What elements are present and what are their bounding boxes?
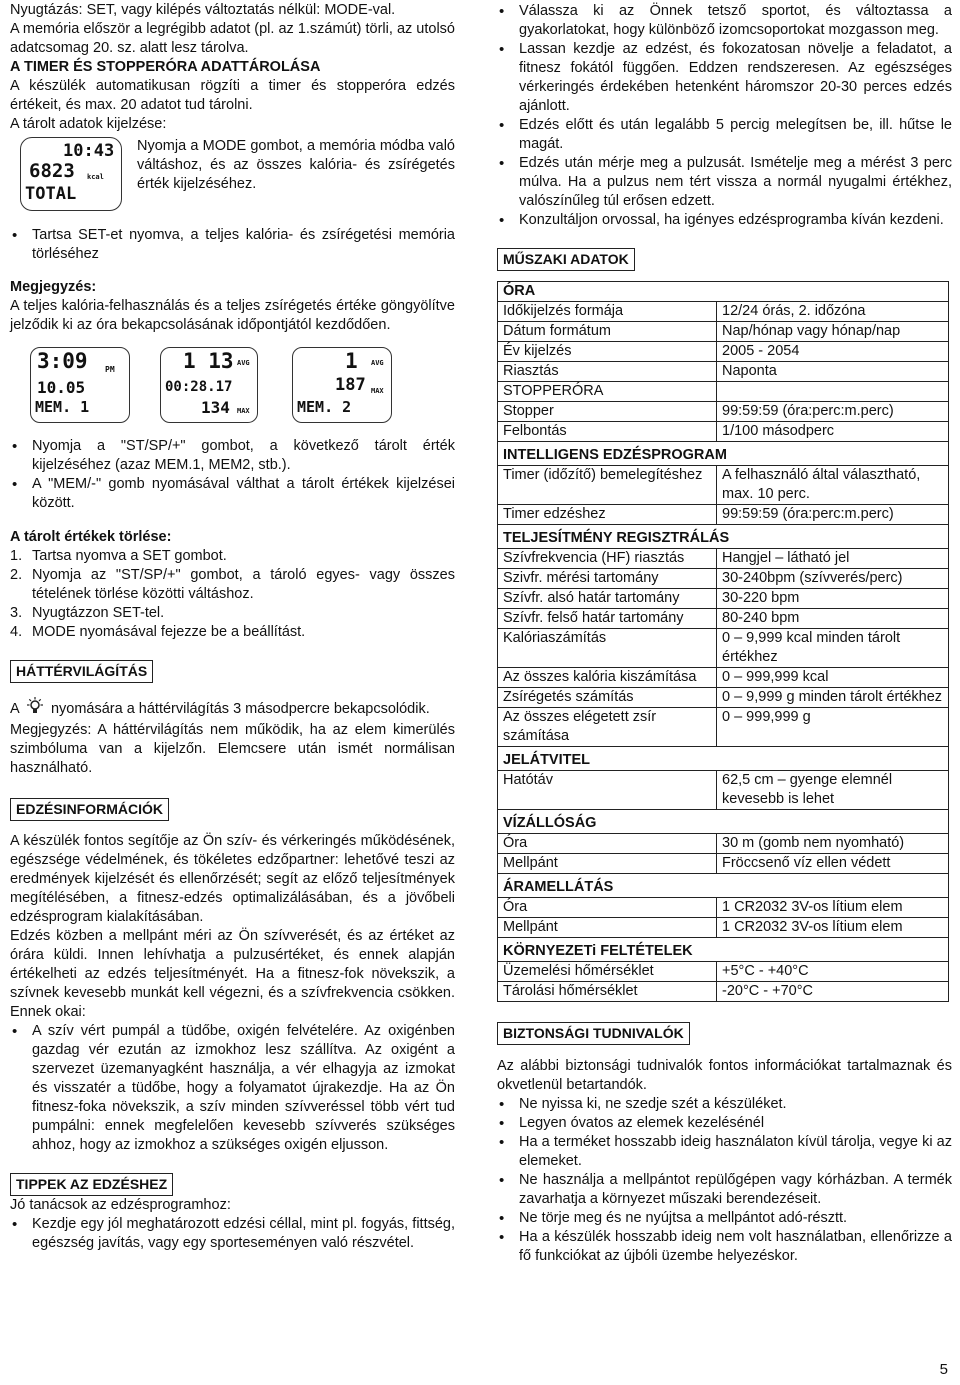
spec-label-cell: Timer (időzítő) bemelegítéshez — [498, 466, 717, 505]
spec-section-title: VÍZÁLLÓSÁG — [498, 810, 949, 834]
lcd-line: MEM. 2 — [297, 398, 352, 416]
list-item: • Ha a terméket hosszabb ideig használaton kívül tárolja, vegye ki az elemeket. — [497, 1133, 952, 1171]
table-row — [498, 708, 949, 747]
list-item: • A "MEM/-" gomb nyomásával válthat a tárolt értékek kijelzései között. — [10, 475, 455, 513]
step-number: 4. — [10, 624, 23, 640]
spec-section-row — [498, 874, 949, 898]
lcd-line: 1 13 — [183, 349, 234, 373]
table-row — [498, 505, 949, 525]
spec-value-cell: Hangjel – látható jel — [717, 549, 949, 569]
spec-value-cell: 1/100 másodperc — [717, 422, 949, 442]
spec-section-row — [498, 282, 949, 302]
table-row — [498, 918, 949, 938]
spec-label-cell: Szívfr. alsó határ tartomány — [498, 589, 717, 609]
spec-label-cell: Dátum formátum — [498, 322, 717, 342]
set-bullet-list — [10, 226, 455, 264]
list-item: • Konzultáljon orvossal, ha igényes edzésprogramba kíván kezdeni. — [497, 211, 952, 230]
lcd-suffix: MAX — [237, 407, 250, 415]
safety-bullet-list — [497, 1095, 952, 1266]
spec-section-row — [498, 810, 949, 834]
memory-lcd-1 — [30, 347, 130, 423]
lcd-suffix: PM — [105, 365, 115, 374]
spec-label-cell: Timer edzéshez — [498, 505, 717, 525]
total-lcd-value: 6823 — [29, 160, 75, 182]
spec-label-cell: STOPPERÓRA — [498, 382, 717, 402]
list-item: • Ne nyissa ki, ne szedje szét a készüléket. — [497, 1095, 952, 1114]
spec-value-cell: 0 – 9,999 g minden tárolt értékhez — [717, 688, 949, 708]
table-row — [498, 854, 949, 874]
step-text: MODE nyomásával fejezze be a beállítást. — [32, 624, 306, 640]
spec-label-cell: Üzemelési hőmérséklet — [498, 962, 717, 982]
list-item: • Tartsa SET-et nyomva, a teljes kalória- és zsírégetési memória törléséhez — [10, 226, 455, 264]
safety-heading: BIZTONSÁGI TUDNIVALÓK — [497, 1022, 690, 1045]
spec-label-cell: Az összes elégetett zsír számítása — [498, 708, 717, 747]
table-row — [498, 771, 949, 810]
spec-value-cell — [717, 382, 949, 402]
spec-value-cell: 99:59:59 (óra:perc:m.perc) — [717, 505, 949, 525]
list-item: • Nyomja a "ST/SP/+" gombot, a következő tárolt érték kijelzéséhez (azaz MEM.1, MEM2, stb.). — [10, 437, 455, 475]
list-item: • Edzés előtt és után legalább 5 percig melegítsen be, ill. hűtse le magát. — [497, 116, 952, 154]
table-row — [498, 422, 949, 442]
table-row — [498, 342, 949, 362]
list-item: • Edzés után mérje meg a pulzusát. Ismételje meg a mérést 3 perc múlva. Ha a pulzus nem tért vissza a normál nyugalmi értékhez, valószínűleg túl erősen edzett. — [497, 154, 952, 211]
table-row — [498, 688, 949, 708]
spec-label-cell: Szívfr. felső határ tartomány — [498, 609, 717, 629]
spec-label-cell: Időkijelzés formája — [498, 302, 717, 322]
training-heading: EDZÉSINFORMÁCIÓK — [10, 798, 169, 821]
spec-label-cell: Riasztás — [498, 362, 717, 382]
memory-bullet-list — [10, 437, 455, 513]
total-lcd-label: TOTAL — [25, 184, 77, 204]
intro-line-2: A memória először a legrégibb adatot (pl. az 1.számút) törli, az utolsó adatcsomag 20. sz. alatt lesz tárolva. — [10, 21, 455, 56]
total-lcd-time: 10:43 — [63, 141, 115, 161]
table-row — [498, 589, 949, 609]
spec-section-row — [498, 442, 949, 466]
step-text: Nyugtázzon SET-tel. — [32, 605, 165, 621]
spec-label-cell: Az összes kalória kiszámítása — [498, 668, 717, 688]
step-text: Tartsa nyomva a SET gombot. — [32, 548, 227, 564]
lcd-line: 187 — [335, 375, 366, 395]
spec-value-cell: 80-240 bpm — [717, 609, 949, 629]
lcd-line: 10.05 — [37, 378, 86, 397]
page-number: 5 — [939, 1361, 948, 1378]
step-number: 2. — [10, 567, 23, 583]
table-row — [498, 362, 949, 382]
spec-value-cell: 1 CR2032 3V-os lítium elem — [717, 898, 949, 918]
table-row — [498, 609, 949, 629]
list-item: • Ne törje meg és ne nyújtsa a mellpántot adó-résztt. — [497, 1209, 952, 1228]
tips-heading: TIPPEK AZ EDZÉSHEZ — [10, 1173, 173, 1196]
tips-continued-list — [497, 2, 952, 230]
list-item: • Válassza ki az Önnek tetsző sportot, és változtassa a gyakorlatokat, hogy különböző izomcsoportokat mozgasson meg. — [497, 2, 952, 40]
list-item: • Kezdje egy jól meghatározott edzési céllal, mint pl. fogyás, fittség, egészség javítás, vagy egy sporteseményen való részvétel. — [10, 1215, 455, 1253]
tips-bullet-list — [10, 1215, 455, 1253]
table-row — [498, 629, 949, 668]
backlight-note: Megjegyzés: A háttérvilágítás nem működik, ha az elem kimerülés szimbóluma van a kijelzőn. Elemcsere után ismét normálisan használható. — [10, 722, 455, 776]
spec-label-cell: Mellpánt — [498, 854, 717, 874]
backlight-heading: HÁTTÉRVILÁGÍTÁS — [10, 660, 153, 683]
spec-label-cell: Felbontás — [498, 422, 717, 442]
step-text: Nyomja az "ST/SP/+" gombot, a tároló egyes- vagy összes tételének törlése közötti váltáshoz. — [32, 567, 455, 602]
table-row — [498, 466, 949, 505]
spec-value-cell: 62,5 cm – gyenge elemnél kevesebb is lehet — [717, 771, 949, 810]
spec-value-cell: -20°C - +70°C — [717, 982, 949, 1002]
step-number: 3. — [10, 605, 23, 621]
lcd-line: 1 — [345, 349, 358, 373]
spec-value-cell: 30-240bpm (szívverés/perc) — [717, 569, 949, 589]
delete-steps — [10, 547, 455, 642]
training-paragraph-1: A készülék fontos segítője az Ön szív- és vérkeringés működésének, egészsége védelmének, és tökéletes edzőpartner: lehetővé teszi az eredmények kijelzését és ellenőrzését; segít az előző teljesítmények megítélésében, a fitnesz-edzés optimalizálásában, és a jövőbeli edzésprogram kialakításában. — [10, 833, 455, 925]
training-paragraph-2: Edzés közben a mellpánt méri az Ön szívverését, és az értéket az órára küldi. Innen lehívhatja a pulzusértéket, és ennek alapján értékelheti az edzés teljesítményét. Ha a fitnesz-fok növekszik, a szívnek kevesebb munkát kell végezni, és a szívfrekvencia csökken. Ennek okai: — [10, 928, 455, 1020]
list-item: • Ne használja a mellpántot repülőgépen vagy kórházban. A termék zavarhatja a környezet műszaki berendezéseit. — [497, 1171, 952, 1209]
list-item: • Ha a készülék hosszabb ideig nem volt használatban, ellenőrizze a fő funkciókat az újbóli üzembe helyezéskor. — [497, 1228, 952, 1266]
spec-section-title: INTELLIGENS EDZÉSPROGRAM — [498, 442, 949, 466]
backlight-text — [10, 697, 455, 721]
spec-label-cell: Tárolási hőmérséklet — [498, 982, 717, 1002]
lcd-line: 134 — [201, 398, 230, 417]
spec-label-cell: Óra — [498, 898, 717, 918]
spec-section-title: KÖRNYEZETi FELTÉTELEK — [498, 938, 949, 962]
list-item — [10, 566, 455, 604]
lcd-line: MEM. 1 — [35, 398, 90, 416]
memory-lcd-3 — [292, 347, 392, 423]
step-number: 1. — [10, 548, 23, 564]
spec-label-cell: Zsírégetés számítás — [498, 688, 717, 708]
list-item — [10, 623, 455, 642]
spec-label-cell: Hatótáv — [498, 771, 717, 810]
list-item: • Lassan kezdje az edzést, és fokozatosan növelje a feladatot, a fitnesz fokától függően. Eddzen rendszeresen. Az egészséges vérkeringés érdekében hetenként háromszor 20-30 perces edzés ajánlott. — [497, 40, 952, 116]
spec-value-cell: 0 – 999,999 g — [717, 708, 949, 747]
list-item: • Legyen óvatos az elemek kezelésénél — [497, 1114, 952, 1133]
table-row — [498, 898, 949, 918]
backlight-post: nyomására a háttérvilágítás 3 másodpercre bekapcsolódik. — [50, 701, 430, 717]
timer-text: A készülék automatikusan rögzíti a timer és stopperóra edzés értékeit, és max. 20 adatot tud tárolni. — [10, 78, 455, 113]
left-column — [10, 0, 455, 1253]
spec-value-cell: 1 CR2032 3V-os lítium elem — [717, 918, 949, 938]
spec-section-title: ÁRAMELLÁTÁS — [498, 874, 949, 898]
spec-label-cell: Mellpánt — [498, 918, 717, 938]
spec-section-title: TELJESÍTMÉNY REGISZTRÁLÁS — [498, 525, 949, 549]
total-lcd-display — [20, 137, 122, 211]
spec-section-title: JELÁTVITEL — [498, 747, 949, 771]
memory-lcd-2 — [160, 347, 258, 423]
timer-heading: A TIMER ÉS STOPPERÓRA ADATTÁROLÁSA — [10, 59, 321, 75]
table-row — [498, 569, 949, 589]
table-row — [498, 982, 949, 1002]
stored-display-label: A tárolt adatok kijelzése: — [10, 116, 167, 132]
right-column — [497, 0, 952, 1266]
spec-label-cell: Év kijelzés — [498, 342, 717, 362]
lcd-suffix: AVG — [371, 359, 384, 367]
table-row — [498, 402, 949, 422]
backlight-pre: A — [10, 701, 19, 717]
intro-line-1: Nyugtázás: SET, vagy kilépés változtatás nélkül: MODE-val. — [10, 2, 396, 18]
spec-section-row — [498, 525, 949, 549]
training-bullet-list — [10, 1022, 455, 1155]
spec-value-cell: Nap/hónap vagy hónap/nap — [717, 322, 949, 342]
tips-intro: Jó tanácsok az edzésprogramhoz: — [10, 1197, 231, 1213]
spec-value-cell: 0 – 999,999 kcal — [717, 668, 949, 688]
table-row — [498, 668, 949, 688]
table-row — [498, 382, 949, 402]
spec-value-cell: +5°C - +40°C — [717, 962, 949, 982]
spec-label-cell: Szivfr. mérési tartomány — [498, 569, 717, 589]
spec-label-cell: Óra — [498, 834, 717, 854]
table-row — [498, 549, 949, 569]
spec-value-cell: 12/24 órás, 2. időzóna — [717, 302, 949, 322]
table-row — [498, 322, 949, 342]
spec-value-cell: 2005 - 2054 — [717, 342, 949, 362]
table-row — [498, 834, 949, 854]
spec-value-cell: Fröccsenő víz ellen védett — [717, 854, 949, 874]
safety-intro: Az alábbi biztonsági tudnivalók fontos információkat tartalmaznak és okvetlenül betartandók. — [497, 1058, 952, 1093]
spec-value-cell: 99:59:59 (óra:perc:m.perc) — [717, 402, 949, 422]
spec-value-cell: 0 – 9,999 kcal minden tárolt értékhez — [717, 629, 949, 668]
lcd-line: 00:28.17 — [165, 379, 233, 395]
spec-value-cell: A felhasználó által választható, max. 10 perc. — [717, 466, 949, 505]
table-row — [498, 302, 949, 322]
spec-table — [497, 281, 949, 1002]
spec-section-row — [498, 747, 949, 771]
note-label: Megjegyzés: — [10, 279, 97, 295]
table-row — [498, 962, 949, 982]
spec-label-cell: Kalóriaszámítás — [498, 629, 717, 668]
spec-section-title: ÓRA — [498, 282, 949, 302]
spec-heading: MŰSZAKI ADATOK — [497, 248, 635, 271]
list-item: • A szív vért pumpál a tüdőbe, oxigén felvételére. Az oxigénben gazdag vér ezután az izmokhoz lesz szállítva. Az oxigént a szervezet üzemanyagként használja, a vér elhagyja az izmokat és visszatér a tüdőbe, hogy a folyamatot újrakezdje. Ha az Ön fitnesz-foka növekszik, a szív minden szívveréssel több vért tud pumpálni: ennek megfelelően kevesebb szívverés szükséges ahhoz, hogy az izmokhoz a szükséges oxigén eljusson. — [10, 1022, 455, 1155]
spec-label-cell: Szívfrekvencia (HF) riasztás — [498, 549, 717, 569]
spec-section-row — [498, 938, 949, 962]
spec-value-cell: 30 m (gomb nem nyomható) — [717, 834, 949, 854]
lcd-line: 3:09 — [37, 349, 88, 373]
spec-label-cell: Stopper — [498, 402, 717, 422]
total-lcd-unit: kcal — [87, 173, 104, 181]
stored-display-text: Nyomja a MODE gombot, a memória módba való váltáshoz, és az összes kalória- és zsírégetés érték kijelzéséhez. — [137, 138, 455, 192]
lcd-suffix: AVG — [237, 359, 250, 367]
light-bulb-icon — [27, 697, 43, 721]
lcd-suffix: MAX — [371, 387, 384, 395]
spec-value-cell: 30-220 bpm — [717, 589, 949, 609]
memory-lcd-row — [10, 347, 455, 427]
list-item — [10, 547, 455, 566]
note-text: A teljes kalória-felhasználás és a teljes zsírégetés értéke göngyölítve jelződik ki az óra bekapcsolásának időpontjától kezdődően. — [10, 298, 455, 333]
delete-heading: A tárolt értékek törlése: — [10, 529, 172, 545]
spec-value-cell: Naponta — [717, 362, 949, 382]
stored-display-block — [10, 134, 455, 214]
list-item — [10, 604, 455, 623]
